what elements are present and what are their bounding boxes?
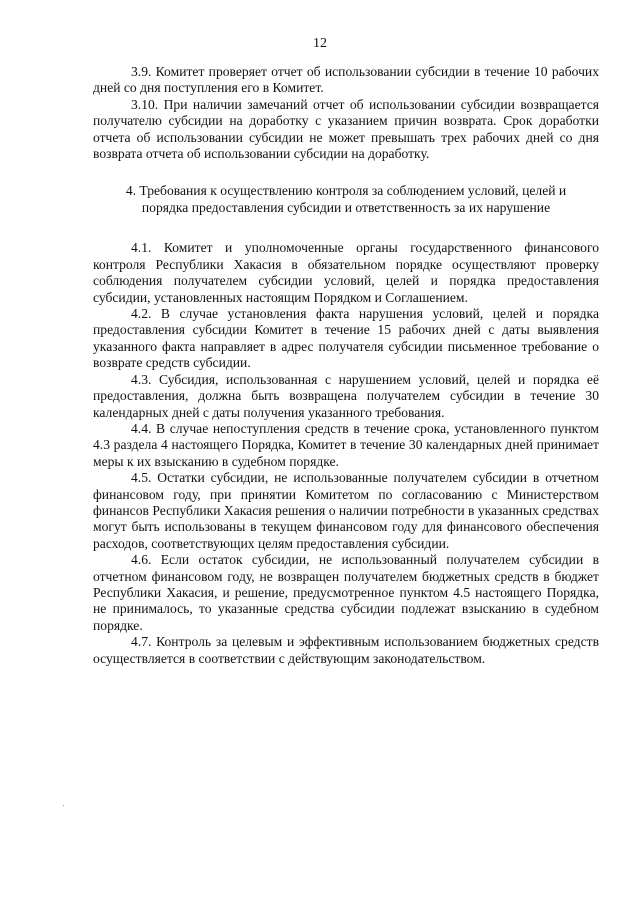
paragraph-4-5: 4.5. Остатки субсидии, не использованные получателем субсидии в отчетном финансовом году, при принятии Комитетом по согласованию с Министерством финансов Республики Хакасия решения о наличии потребности в указанных средствах могут быть использованы в текущем финансовом году для финансового обеспечения расходов, соответствующих целям предоставления субсидии. — [93, 470, 599, 551]
paragraph-4-3: 4.3. Субсидия, использованная с нарушением условий, целей и порядка её предоставления, должна быть возвращена получателем субсидии в течение 30 календарных дней с даты получения указанного требования. — [93, 371, 599, 420]
section-heading-line-2: порядка предоставления субсидии и ответственность за их нарушение — [141, 200, 551, 216]
page-number: 12 — [313, 36, 327, 51]
document-body — [93, 64, 599, 667]
section-heading-line-1: 4. Требования к осуществлению контроля за соблюдением условий, целей и — [125, 183, 567, 199]
paragraph-4-7: 4.7. Контроль за целевым и эффективным использованием бюджетных средств осуществляется в соответствии с действующим законодательством. — [93, 634, 599, 666]
paragraph-4-2: 4.2. В случае установления факта нарушения условий, целей и порядка предоставления субсидии Комитет в течение 15 рабочих дней с даты выявления указанного факта направляет в адрес получателя субсидии письменное требование о возврате средств субсидии. — [93, 306, 599, 371]
paragraph-4-4: 4.4. В случае непоступления средств в течение срока, установленного пунктом 4.3 раздела 4 настоящего Порядка, Комитет в течение 30 календарных дней принимает меры к их взысканию в судебном порядке. — [93, 420, 599, 469]
paragraph-3-9: 3.9. Комитет проверяет отчет об использовании субсидии в течение 10 рабочих дней со дня поступления его в Комитет. — [93, 64, 599, 96]
section-heading — [93, 182, 599, 216]
paragraph-4-1: 4.1. Комитет и уполномоченные органы государственного финансового контроля Республики Хакасия в обязательном порядке осуществляют проверку соблюдения получателем субсидии условий, целей и порядка предоставления субсидии, установленных настоящим Порядком и Соглашением. — [93, 240, 599, 305]
scan-artifact — [63, 805, 64, 806]
paragraph-4-6: 4.6. Если остаток субсидии, не использованный получателем субсидии в отчетном финансовом году, не возвращен получателем бюджетных средств в бюджет Республики Хакасия, и решение, предусмотренное пунктом 4.5 настоящего Порядка, не принималось, то указанные средства субсидии подлежат взысканию в судебном порядке. — [93, 552, 599, 633]
paragraph-3-10: 3.10. При наличии замечаний отчет об использовании субсидии возвращается получателю субсидии на доработку с указанием причин возврата. Срок доработки отчета об использовании субсидии не может превышать трех рабочих дней со дня возврата отчета об использовании субсидии на доработку. — [93, 96, 599, 162]
